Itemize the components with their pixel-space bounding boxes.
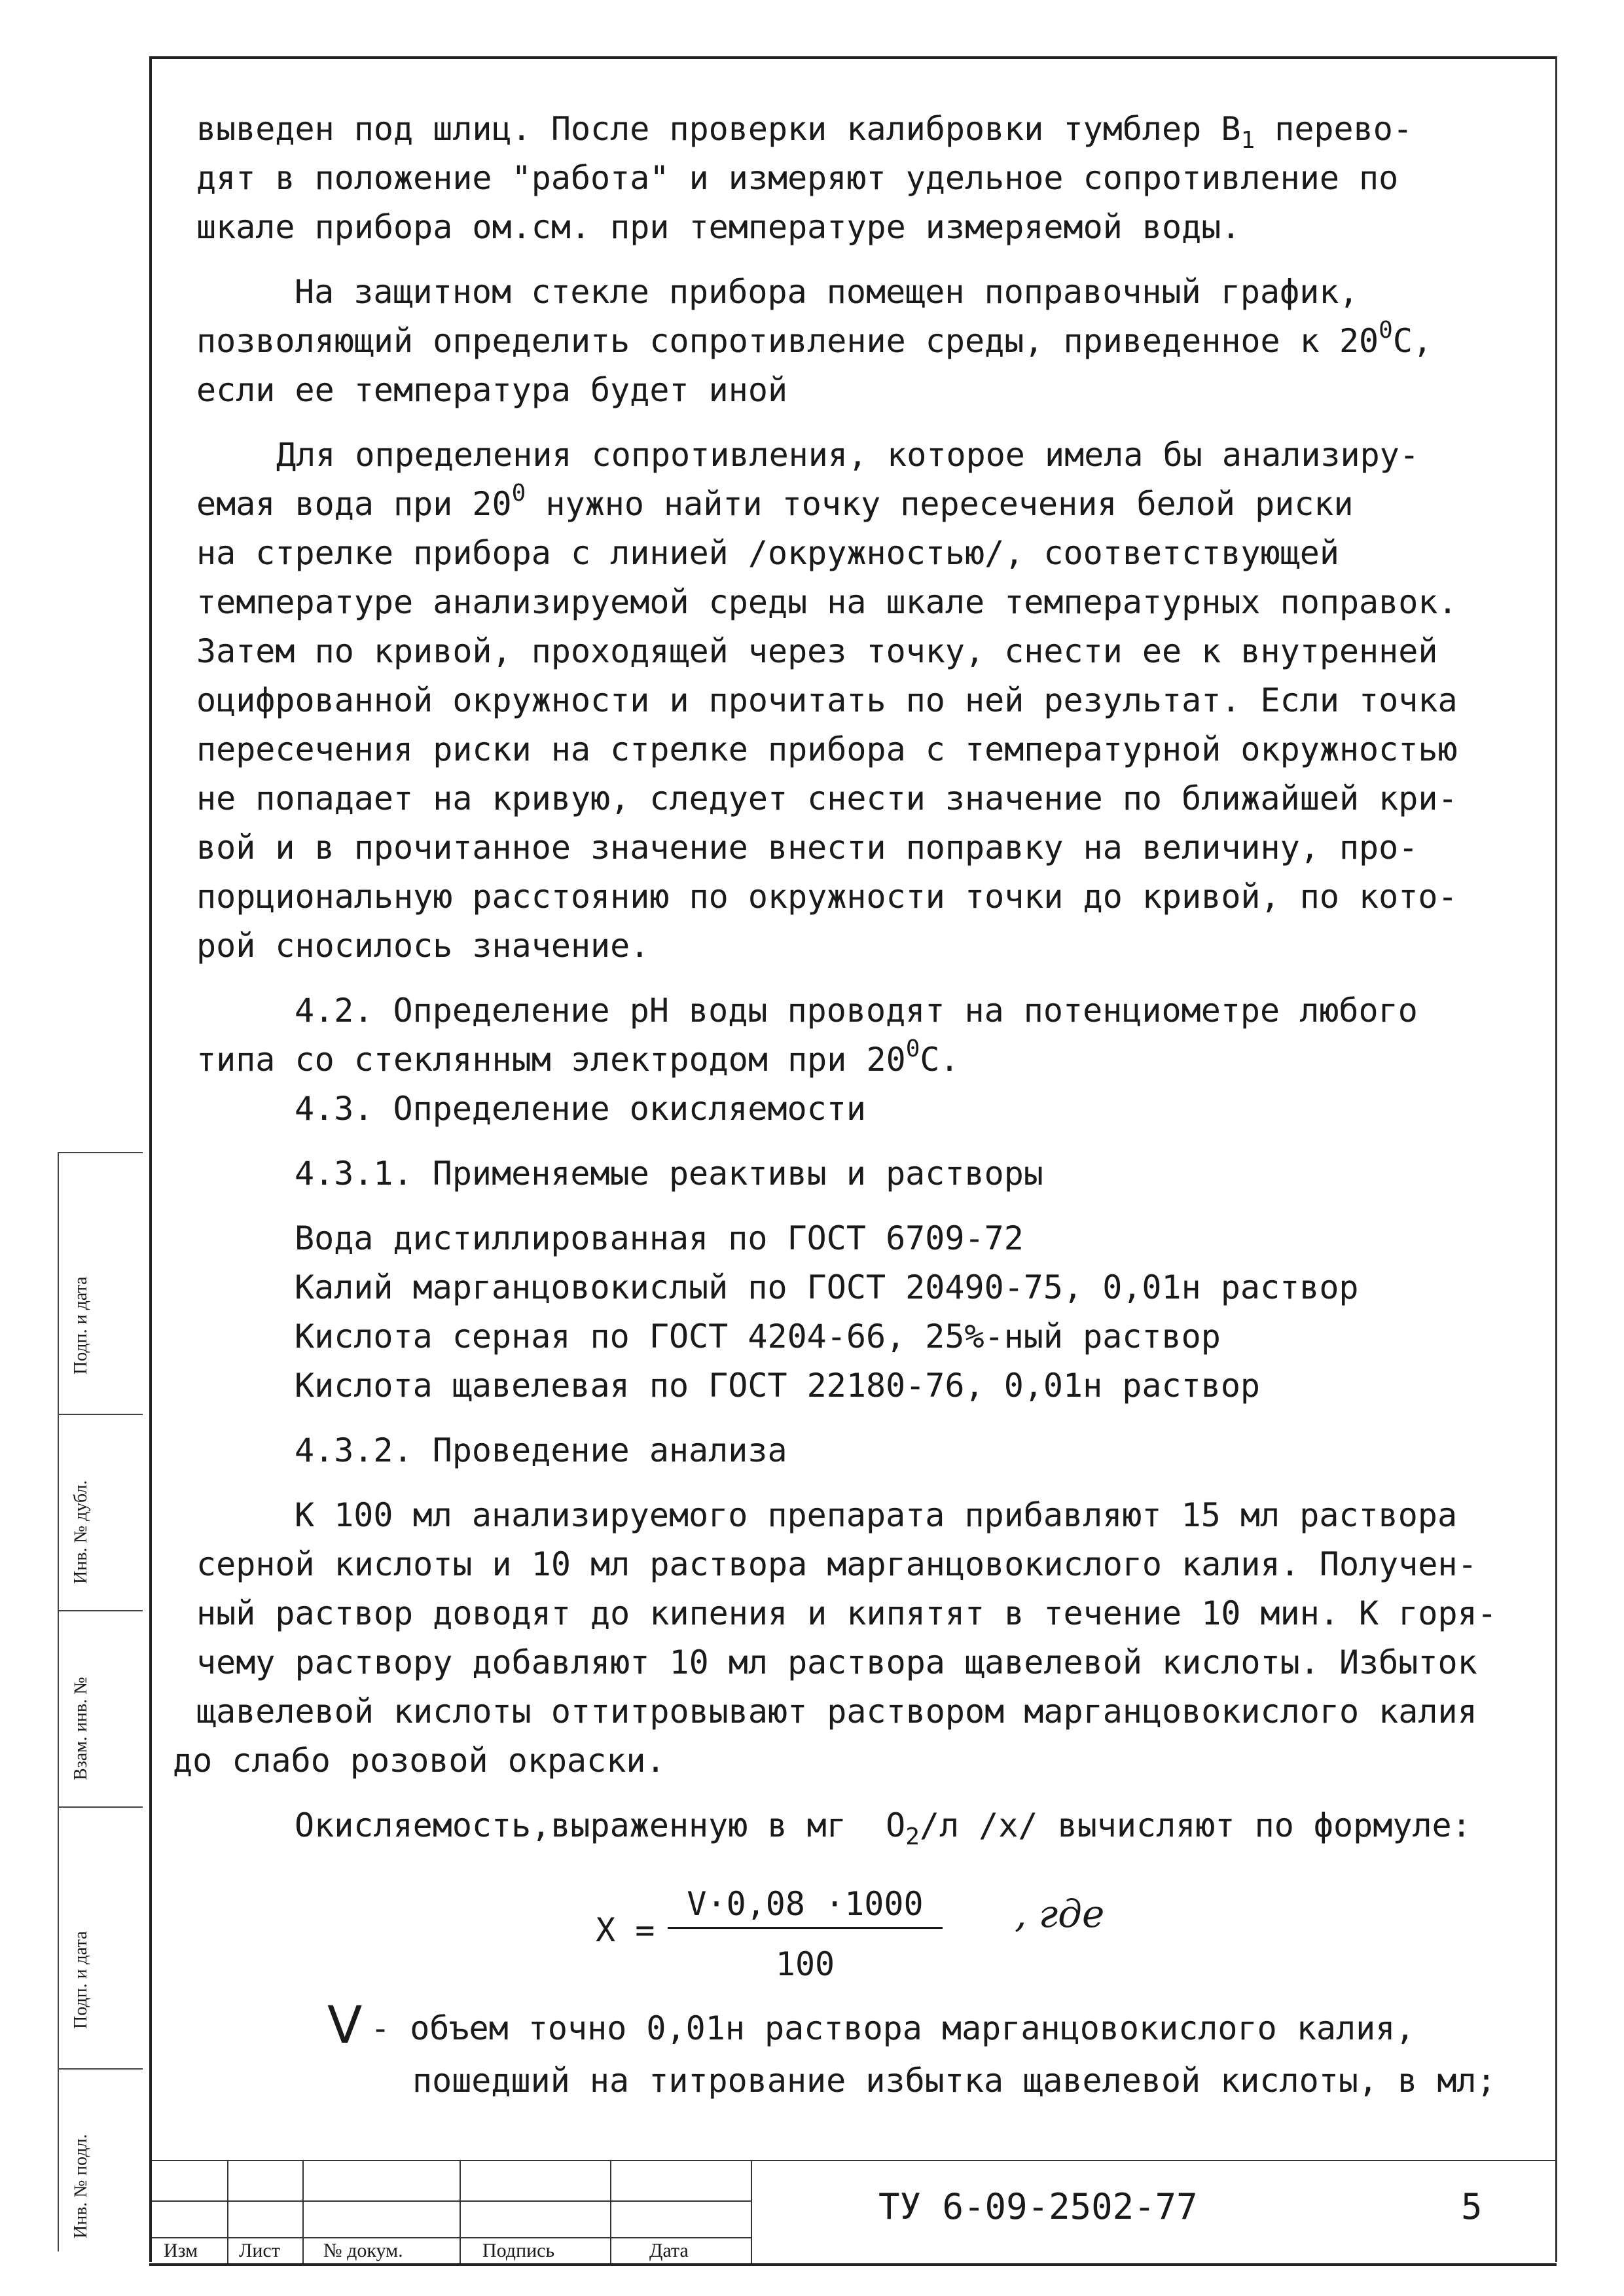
text-line: на стрелке прибора с линией /окружностью/, соответствующей [196,534,1339,572]
text-line: позволяющий определить сопротивление среды, приведенное к $20^0С$, [196,317,1433,360]
text-line: дят в положение "работа" и измеряют удельное сопротивление по [196,159,1399,197]
text-line: Затем по кривой, проходящей через точку, снести ее к внутренней [196,632,1438,670]
title-block [152,2160,1555,2263]
text-line: до слабо розовой окраски. [173,1742,666,1780]
document-number: ТУ 6-09-2502-77 [878,2186,1198,2227]
side-stamp [58,1152,143,2251]
side-stamp-label: Инв. № подл. [71,2134,91,2238]
text-line: емая вода при $20^0$ нужно найти точку пересечения белой риски [196,480,1354,523]
text-line: На защитном стекле прибора помещен поправочный график, [295,273,1359,311]
page-frame-bottom [149,2263,1557,2266]
text-line: щавелевой кислоты оттитровывают раствором марганцовокислого калия [196,1693,1477,1731]
side-stamp-label: Подп. и дата [71,1276,91,1374]
page-frame-top [149,56,1557,59]
reagent-item: Кислота щавелевая по ГОСТ 22180-76, 0,01н раствор [295,1367,1261,1405]
reagent-item: Калий марганцовокислый по ГОСТ 20490-75, 0,01н раствор [295,1268,1359,1306]
side-stamp-divider [58,1806,143,1808]
text-line: порциональную расстоянию по окружности точки до кривой, по кото- [196,878,1458,916]
variable-desc-line: - объем точно 0,01н раствора марганцовокислого калия, [370,2009,1415,2047]
page-number: 5 [1461,2186,1483,2227]
text-line: шкале прибора ом.см. при температуре измеряемой воды. [196,208,1241,246]
text-line: Окисляемость,выраженную в мг $О_2/л$ /х/ вычисляют по формуле: [295,1806,1471,1850]
text-line: типа со стеклянным электродом при $20^0С$. [196,1035,960,1079]
page-frame-left [149,56,152,2262]
section-4-3-1-heading: 4.3.1. Применяемые реактивы и растворы [295,1155,1043,1193]
title-block-line [227,2160,228,2263]
text-line: температуре анализируемой среды на шкале температурных поправок. [196,583,1458,621]
title-block-line [610,2160,611,2263]
text-line: ный раствор доводят до кипения и кипятят в течение 10 мин. К горя- [196,1594,1497,1632]
text-line: К 100 мл анализируемого препарата прибавляют 15 мл раствора [295,1496,1458,1534]
formula-denominator: 100 [775,1945,835,1983]
text-line: выведен под шлиц. После проверки калибровки тумблер $В_1$ перево- [196,110,1413,154]
title-block-header: № докум. [323,2240,403,2261]
title-block-line [460,2160,461,2263]
title-block-line [152,2237,751,2238]
side-stamp-divider [58,2068,143,2070]
text-line: чему раствору добавляют 10 мл раствора щавелевой кислоты. Избыток [196,1643,1477,1681]
side-stamp-label: Взам. инв. № [71,1677,91,1780]
title-block-header: Дата [649,2240,689,2261]
section-4-3-2-heading: 4.3.2. Проведение анализа [295,1431,787,1469]
side-stamp-label: Инв. № дубл. [71,1480,91,1584]
formula-lhs: X = [596,1911,655,1949]
variable-symbol: V [327,1996,363,2055]
side-stamp-label: Подп. и дата [71,1931,91,2029]
text-line: серной кислоты и 10 мл раствора марганцовокислого калия. Получен- [196,1545,1477,1583]
formula-where: , где [1015,1892,1105,1936]
title-block-line [152,2200,751,2202]
text-line: вой и в прочитанное значение внести поправку на величину, про- [196,829,1418,867]
page-frame-right [1555,56,1557,2262]
title-block-header: Подпись [482,2240,555,2261]
text-line: оцифрованной окружности и прочитать по ней результат. Если точка [196,681,1458,719]
text-line: рой сносилось значение. [196,927,650,965]
text-line: если ее температура будет иной [196,371,788,409]
reagent-item: Кислота серная по ГОСТ 4204-66, 25%-ный раствор [295,1318,1221,1355]
side-stamp-divider [58,1152,143,1153]
title-block-line [302,2160,304,2263]
reagent-item: Вода дистиллированная по ГОСТ 6709-72 [295,1219,1024,1257]
side-stamp-divider [58,1414,143,1415]
document-body [173,105,1506,1850]
formula-numerator: V·0,08 ·1000 [668,1885,943,1929]
title-block-line [751,2160,752,2263]
text-line: Для определения сопротивления, которое имела бы анализиру- [276,436,1419,474]
text-line: не попадает на кривую, следует снести значение по ближайшей кри- [196,780,1458,817]
title-block-header: Изм [164,2240,198,2261]
title-block-line [152,2160,1555,2161]
title-block-header: Лист [239,2240,280,2261]
side-stamp-divider [58,1610,143,1611]
text-line: пересечения риски на стрелке прибора с температурной окружностью [196,730,1458,768]
section-4-2: 4.2. Определение рН воды проводят на потенциометре любого [295,992,1418,1030]
variable-desc-line: пошедший на титрование избытка щавелевой кислоты, в мл; [412,2062,1496,2100]
section-4-3-heading: 4.3. Определение окисляемости [295,1090,866,1128]
